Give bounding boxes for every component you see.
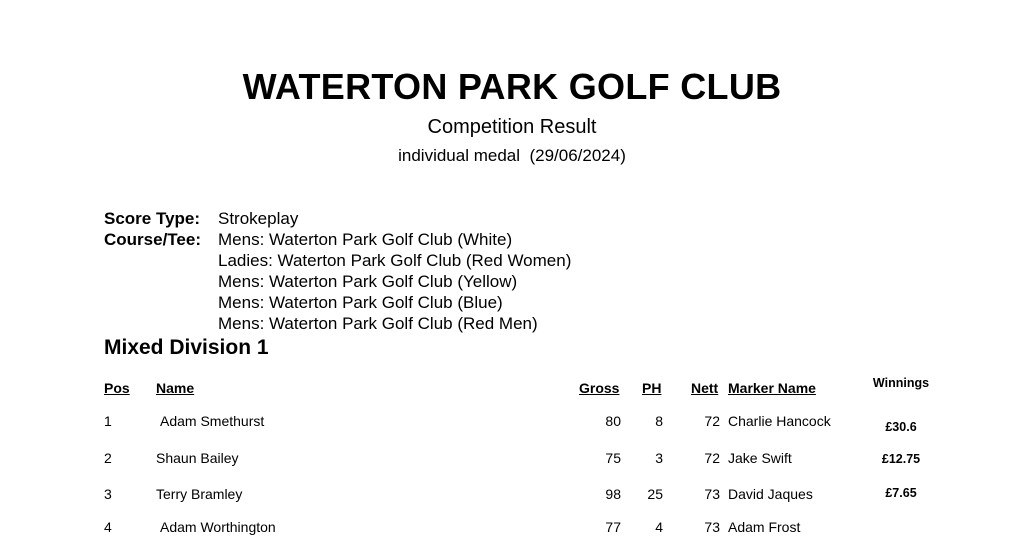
column-header-name[interactable]: Name <box>156 380 195 396</box>
cell-nett: 72 <box>704 413 720 429</box>
cell-marker: Charlie Hancock <box>728 413 831 429</box>
course-tee-value: Mens: Waterton Park Golf Club (Red Men) <box>218 314 538 333</box>
cell-ph: 8 <box>655 413 663 429</box>
score-type-value: Strokeplay <box>218 209 299 228</box>
cell-nett: 73 <box>704 519 720 535</box>
cell-gross: 98 <box>605 486 621 502</box>
course-tee-value: Mens: Waterton Park Golf Club (Blue) <box>218 293 503 312</box>
cell-name: Shaun Bailey <box>156 450 239 466</box>
cell-winnings: £30.6 <box>885 420 917 434</box>
course-tee-value: Ladies: Waterton Park Golf Club (Red Women) <box>218 251 572 270</box>
cell-name: Terry Bramley <box>156 486 243 502</box>
page-subtitle: Competition Result <box>427 116 597 138</box>
course-tee-value: Mens: Waterton Park Golf Club (White) <box>218 230 513 249</box>
cell-ph: 3 <box>655 450 663 466</box>
club-title: WATERTON PARK GOLF CLUB <box>242 66 782 107</box>
column-header-nett[interactable]: Nett <box>691 380 719 396</box>
column-header-gross[interactable]: Gross <box>579 380 620 396</box>
cell-pos: 2 <box>104 450 112 466</box>
column-header-pos[interactable]: Pos <box>104 380 130 396</box>
cell-gross: 80 <box>605 413 621 429</box>
column-header-marker[interactable]: Marker Name <box>728 380 816 396</box>
course-tee-label: Course/Tee: <box>104 230 201 249</box>
cell-name: Adam Smethurst <box>160 413 265 429</box>
division-heading: Mixed Division 1 <box>104 336 269 359</box>
cell-pos: 1 <box>104 413 112 429</box>
cell-nett: 73 <box>704 486 720 502</box>
cell-marker: Jake Swift <box>728 450 792 466</box>
cell-ph: 4 <box>655 519 663 535</box>
cell-pos: 3 <box>104 486 112 502</box>
cell-marker: Adam Frost <box>728 519 801 535</box>
cell-winnings: £12.75 <box>881 452 921 466</box>
cell-gross: 75 <box>605 450 621 466</box>
cell-pos: 4 <box>104 519 112 535</box>
event-line: individual medal (29/06/2024) <box>398 146 626 165</box>
score-type-label: Score Type: <box>104 209 201 228</box>
cell-ph: 25 <box>647 486 663 502</box>
course-tee-value: Mens: Waterton Park Golf Club (Yellow) <box>218 272 518 291</box>
cell-winnings: £7.65 <box>885 486 917 500</box>
column-header-ph[interactable]: PH <box>642 380 662 396</box>
cell-marker: David Jaques <box>728 486 813 502</box>
column-header-winnings: Winnings <box>872 376 930 390</box>
cell-gross: 77 <box>605 519 621 535</box>
cell-nett: 72 <box>704 450 720 466</box>
cell-name: Adam Worthington <box>160 519 276 535</box>
